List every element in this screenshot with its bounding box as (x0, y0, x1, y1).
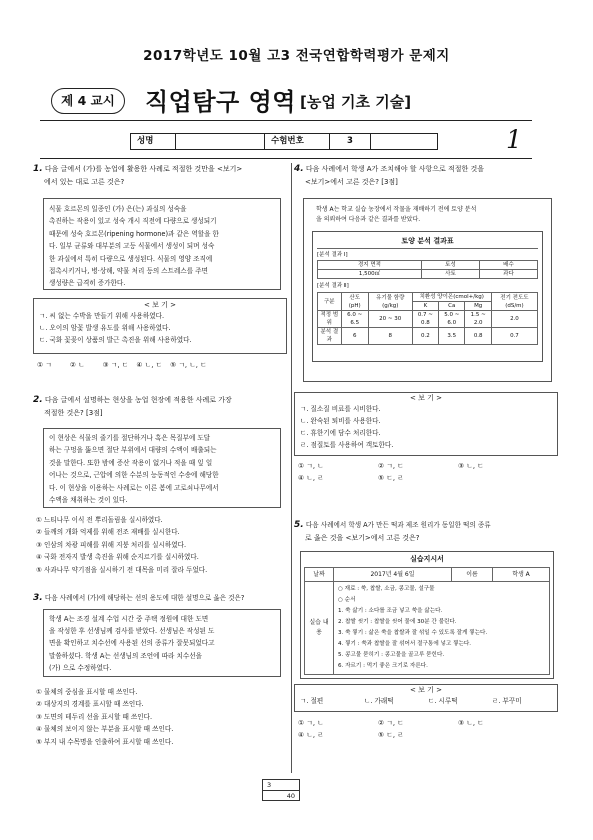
answer-choice[interactable]: ④ ㄴ, ㄹ (298, 474, 324, 482)
q3-answers (36, 686, 288, 748)
q1-passage: 식물 호르몬의 일종인 (가) 은(는) 과실의 성숙을 촉진하는 작용이 있고 성숙 개시 직전에 다량으로 생성되기 때문에 성숙 호르몬(ripening hormone)과 같은 역할을 한 다. 일부 균류와 대부분의 고등 식물에서 생성이 되며 성숙 한 과실에서 특히 다량으로 생성된다. 식물의 영양 조직에 접촉시키거나, 병·상해, 약물 처리 등의 스트레스를 주면 생성량은 급격히 증가한다. (43, 198, 281, 290)
q1-bogi-item: ㄴ. 오이의 암꽃 발생 유도를 위해 사용하였다. (39, 324, 171, 332)
answer-choice[interactable]: ④ 물체의 보이지 않는 부분을 표시할 때 쓰인다. (36, 725, 174, 734)
answer-choice[interactable]: ④ ㄴ, ㄹ (298, 731, 324, 739)
answer-choice[interactable]: ③ ㄴ, ㄷ (458, 462, 484, 470)
answer-choice[interactable]: ① ㄱ (37, 361, 52, 369)
answer-choice[interactable]: ① ㄱ, ㄴ (298, 462, 324, 470)
answer-choice[interactable]: ⑤ 사과나무 약기점을 실시하기 전 대목을 미리 잘라 두었다. (36, 565, 208, 574)
name-label: 성명 (131, 134, 176, 149)
q1-stem: 1. 다음 글에서 (가)를 농업에 활용한 사례로 적절한 것만을 <보기> 에서 있는 대로 고른 것은? (33, 164, 243, 186)
q1-bogi-item: ㄷ. 국화 꽃꽂이 상품의 발근 촉진을 위해 사용하였다. (39, 336, 192, 344)
subject-title: 직업탐구 영역 (145, 88, 296, 116)
q5-bogi-item: ㄷ. 시루떡 (428, 697, 458, 705)
answer-choice[interactable]: ① ㄱ, ㄴ (298, 719, 324, 727)
answer-choice[interactable]: ① 느티나무 이식 전 뿌리돌림을 실시하였다. (36, 516, 163, 524)
answer-choice[interactable]: ③ ㄴ, ㄷ (458, 719, 484, 727)
name-field[interactable] (176, 134, 265, 149)
answer-choice[interactable]: ② ㄱ, ㄷ (378, 462, 404, 470)
q5-bogi-item: ㄱ. 절편 (300, 697, 324, 705)
q3-stem: 3. 다음 사례에서 (가)에 해당하는 선의 용도에 대한 설명으로 옳은 것은? (33, 593, 245, 603)
header-rule (40, 120, 532, 121)
q5-bogi-box: < 보 기 > ㄱ. 절편 ㄴ. 가래떡 ㄷ. 시루떡 ㄹ. 부꾸미 (294, 684, 558, 712)
q4-bogi-item: ㄷ. 휴한기에 담수 처리한다. (300, 429, 381, 437)
answer-choice[interactable]: ② ㄱ, ㄷ (378, 719, 404, 727)
q2-passage: 이 현상은 식물의 줄기를 절단하거나 혹은 목질부에 도달 하는 구멍을 뚫으면 절단 부위에서 대량의 수액이 배출되는 것을 말한다. 또한 밤에 증산 작용이 없거나 적을 때 잎 일 어나는 것으로, 근압에 의한 수분의 능동적인 수송에 해당한 다. 이 현상을 이용하는 사례로는 이른 봄에 고로쇠나무에서 수액을 채취하는 것이 있다. (43, 428, 281, 508)
session-badge: 제 4 교시 (51, 88, 125, 114)
q5-sheet (300, 551, 554, 679)
answer-choice[interactable]: ⑤ ㄷ, ㄹ (378, 474, 404, 482)
sheet-title: 실습지시서 (410, 555, 444, 563)
answer-choice[interactable]: ④ ㄴ, ㄷ (136, 361, 163, 369)
answer-choice[interactable]: ① 물체의 중심을 표시할 때 쓰인다. (36, 688, 138, 696)
page-counter: 3 40 (262, 779, 300, 801)
q4-bogi-box: < 보 기 > ㄱ. 질소질 비료를 시비한다. ㄴ. 완숙된 퇴비를 사용한다. ㄷ. 휴한기에 담수 처리한다. ㄹ. 점질토를 사용하여 객토한다. (294, 392, 558, 456)
exam-no-value: 3 (330, 134, 371, 149)
q1-bogi-item: ㄱ. 씨 없는 수박을 만들기 위해 사용하였다. (39, 312, 165, 320)
answer-choice[interactable]: ③ 인삼의 차광 피해를 위해 지붕 처리를 실시하였다. (36, 540, 187, 549)
answer-choice[interactable]: ③ ㄱ, ㄷ (102, 361, 129, 369)
q5-bogi-item: ㄹ. 부꾸미 (492, 697, 522, 705)
subject-subtitle: [농업 기초 기술] (300, 93, 412, 111)
answer-choice[interactable]: ⑤ ㄱ, ㄴ, ㄷ (170, 361, 207, 369)
q2-answers (36, 514, 288, 576)
q1-bogi-box: < 보 기 > ㄱ. 씨 없는 수박을 만들기 위해 사용하였다. ㄴ. 오이의 암꽃 발생 유도를 위해 사용하였다. ㄷ. 국화 꽃꽂이 상품의 발근 촉진을 위해 사용하였다. (33, 298, 287, 354)
answer-choice[interactable]: ⑤ ㄷ, ㄹ (378, 731, 404, 739)
soil-table-panel: 토양 분석 결과표 [분석 결과 Ⅰ] 경지 면적 토성 배수 1,500㎡ 사토 과다 [분석 결과 Ⅱ] 구분 산도 (pH) 유기물 함량 (g/kg) 치환성 양이온(cmol+/kg) 전기 전도도 (dS/m) K Ca Mg 적정 범위 6.0 ~ 6.5 20 ~ 30 0.7 ~ 0.8 5.0 ~ 6.0 1.5 ~ 2.0 2.0 분석 결과 6 8 0.2 3.5 0.8 0.7 (312, 231, 543, 362)
answer-choice[interactable]: ④ 국화 전자지 발생 촉진을 위해 순지르기를 실시하였다. (36, 553, 199, 562)
id-row (130, 133, 438, 150)
exam-no-label: 수험번호 (265, 134, 330, 149)
q4-case-box: 학생 A는 학교 실습 농장에서 작물을 재배하기 전에 토양 분석 을 의뢰하여 다음과 같은 결과를 받았다. 토양 분석 결과표 [분석 결과 Ⅰ] 경지 면적 토성 배수 1,500㎡ 사토 과다 [분석 결과 Ⅱ] 구분 산도 (pH) 유기물 함량 (g/kg) 치환성 양이온(cmol+/kg) 전기 전도도 (dS/m) K Ca Mg 적정 범위 6.0 ~ 6.5 20 ~ 30 0.7 ~ 0.8 5.0 ~ 6.0 1.5 ~ 2.0 2.0 분석 결과 6 8 0.2 3.5 0.8 0.7 (303, 198, 552, 382)
soil-table-title: 토양 분석 결과표 (401, 237, 454, 245)
q4-answers (298, 460, 556, 484)
q1-answers (37, 359, 289, 372)
answer-choice[interactable]: ⑤ 부지 내 수목명을 인출하여 표시할 때 쓰인다. (36, 737, 174, 746)
q5-bogi-item: ㄴ. 가래떡 (364, 697, 394, 705)
answer-choice[interactable]: ② 대상지의 경계를 표시할 때 쓰인다. (36, 700, 144, 709)
soil-table-1: 경지 면적 토성 배수 1,500㎡ 사토 과다 (317, 260, 538, 279)
header-rule-bottom (40, 158, 532, 159)
exam-title: 2017학년도 10월 고3 전국연합학력평가 문제지 (143, 48, 450, 64)
answer-choice[interactable]: ② 들깨의 개화 억제를 위해 전조 재배를 실시한다. (36, 528, 180, 537)
q5-answers (298, 717, 556, 741)
q3-passage: 학생 A는 조경 설계 수업 시간 중 주택 정원에 대한 도면 을 작성한 후 선생님께 검사를 받았다. 선생님은 작성된 도 면을 확인하고 치수선에 사용된 선의 종류가 잘못되었다고 말씀하셨다. 학생 A는 선생님의 조언에 따라 치수선을 (가) 으로 수정하였다. (43, 609, 281, 677)
answer-choice[interactable]: ③ 도면의 테두리 선을 표시할 때 쓰인다. (36, 712, 153, 721)
q2-stem: 2. 다음 글에서 설명하는 현상을 농업 현장에 적용한 사례로 가장 적절한 것은? [3점] (33, 395, 232, 417)
column-divider (291, 163, 292, 773)
q4-bogi-item: ㄱ. 질소질 비료를 시비한다. (300, 405, 381, 413)
q4-bogi-item: ㄹ. 점질토를 사용하여 객토한다. (300, 441, 394, 449)
answer-choice[interactable]: ② ㄴ (69, 361, 85, 369)
exam-no-field[interactable] (371, 134, 437, 149)
q5-stem: 5. 다음 사례에서 학생 A가 만든 떡과 제조 원리가 동일한 떡의 종류 로 옳은 것을 <보기>에서 고른 것은? (294, 520, 491, 542)
q4-stem: 4. 다음 사례에서 학생 A가 조치해야 할 사항으로 적절한 것을 <보기>에서 고른 것은? [3점] (294, 164, 485, 186)
soil-table-2: 구분 산도 (pH) 유기물 함량 (g/kg) 치환성 양이온(cmol+/kg) 전기 전도도 (dS/m) K Ca Mg 적정 범위 6.0 ~ 6.5 20 ~ 30 0.7 ~ 0.8 5.0 ~ 6.0 1.5 ~ 2.0 2.0 분석 결과 6 8 0.2 3.5 0.8 0.7 (317, 292, 538, 345)
q4-bogi-item: ㄴ. 완숙된 퇴비를 사용한다. (300, 417, 381, 425)
sheet-table: 날짜 2017년 4월 6일 이름 학생 A 실습 내용 ○ 재료 : 쑥, 찹쌀, 소금, 콩고물, 설구물 ○ 순서 1. 쑥 삶기 : 소다를 조금 넣고 쑥을 삶는다. 2. 찹쌀 씻기 : 찹쌀을 씻어 물에 30분 간 불린다. 3. 쑥 찧기 : 삶은 쑥을 찹쌀과 잘 섞일 수 있도록 잘게 찧는다. 4. 찧기 : 쑥과 찹쌀을 잘 섞어서 절구통에 넣고 찧는다. 5. 콩고물 묻히기 : 콩고물을 골고루 묻힌다. 6. 자르기 : 먹기 좋은 크기로 자른다. (304, 567, 550, 675)
page-number: 1 (506, 125, 522, 154)
